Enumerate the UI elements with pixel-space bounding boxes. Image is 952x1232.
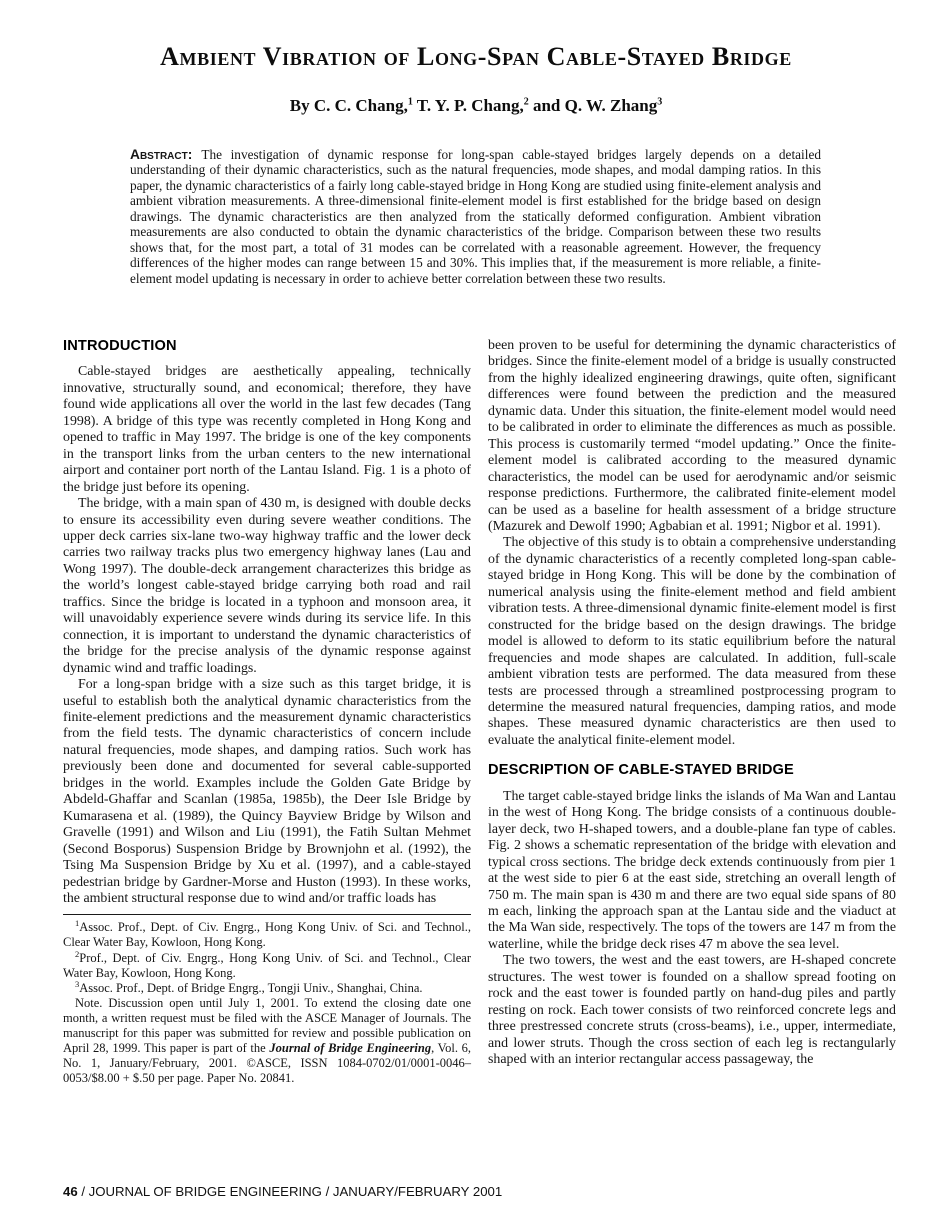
footnote-2 <box>63 948 471 981</box>
author-3: and Q. W. Zhang <box>528 96 658 115</box>
footnote-1 <box>63 920 471 950</box>
footnote-3 <box>63 978 471 996</box>
description-paragraph-2: The two towers, the west and the east towers, are H-shaped concrete structures. The west tower is founded on a shallow spread footing on rock and the east tower is founded partly on hand-dug piles and partly resting on rock. Each tower consists of two reinforced concrete legs and three prestressed concrete struts (cross-beams), i.e., upper, intermediate, and lower struts. Though the cross section of each leg is rectangularly shaped with an interior rectangular access passageway, the <box>488 953 896 1068</box>
authors-line <box>0 96 952 116</box>
byline-prefix: By <box>289 96 314 115</box>
left-column <box>63 338 471 1086</box>
author-1-footnote-marker: 1 <box>407 96 413 108</box>
intro-paragraph-3: For a long-span bridge with a size such as this target bridge, it is useful to establish both the analytical dynamic characteristics from the finite-element predictions and the measurement dynamic characteristics from the field tests. The dynamic characteristics of concern include natural frequencies, mode shapes, and damping ratios. Such work has previously been done and documented for several cable-supported bridges in the world. Examples include the Golden Gate Bridge by Abdeld-Ghaffar and Scanlan (1985a, 1985b), the Deer Isle Bridge by Kumarasena et al. (1989), the Quincy Bayview Bridge by Wilson and Gravelle (1991) and Wilson and Liu (1991), the Fatih Sultan Mehmet (Second Bosporus) Suspension Bridge by Brownjohn et al. (1992), the Tsing Ma Suspension Bridge by Xu et al. (1997), and a cable-stayed pedestrian bridge by Gardner-Morse and Huston (1993). In these works, the ambient structural response due to wind and/or traffic loads has <box>63 677 471 906</box>
footnote-3-marker: 3 <box>75 978 80 989</box>
footnote-note <box>63 996 471 1086</box>
journal-title-reference: Journal of Bridge Engineering <box>269 1040 432 1055</box>
description-paragraph-1: The target cable-stayed bridge links the islands of Ma Wan and Lantau in the west of Hong Kong. The bridge consists of a continuous double-layer deck, two H-shaped towers, and a double-plane fan type of cables. Fig. 2 shows a schematic representation of the bridge with elevation and typical cross sections. The bridge deck extends continuously from pier 1 at the west side to pier 6 at the east side, stretching an overall length of 750 m. The main span is 430 m and there are two equal side spans of 80 m each, linking the approach span at the Lantau side and the viaduct at the Ma Wan side, respectively. The tops of the towers are 147 m from the waterline, while the bridge deck rises 47 m above the sea level. <box>488 788 896 952</box>
abstract-label: Abstract: <box>130 147 193 162</box>
footnote-note-text-2: , Vol. 6, No. 1, January/February, 2001. ©ASCE, ISSN 1084-0702/01/0001-0046–0053/$8.00 + $.50 per page. Paper No. 20841. <box>63 1040 471 1085</box>
intro-paragraph-1: Cable-stayed bridges are aesthetically appealing, technically innovative, structurally sound, and economical; therefore, they have found wide applications all over the world in the last few decades (Tang 1998). A bridge of this type was recently completed in Hong Kong and opened to traffic in May 1997. The bridge is one of the key components in the transport links from the urban centers to the new international airport and container port north of the Lantau Island. Fig. 1 is a photo of the bridge just before its opening. <box>63 364 471 495</box>
intro-paragraph-2: The bridge, with a main span of 430 m, is designed with double decks to ensure its accessibility even during severe weather conditions. The upper deck carries six-lane two-way highway traffic and the lower deck carries two railway tracks plus two emergency highway lanes (Lau and Wong 1997). The double-deck arrangement characterizes this bridge as the world’s longest cable-stayed bridge carrying both road and rail traffics. Since the bridge is located in a typhoon and monsoon area, it will unavoidably experience severe winds during its service life. In this connection, it is important to understand the dynamic characteristics of the bridge for the precise analysis of the dynamic response against dynamic wind and traffic loadings. <box>63 496 471 676</box>
footnote-2-text: Prof., Dept. of Civ. Engrg., Hong Kong Univ. of Sci. and Technol., Clear Water Bay, Kowloon, Hong Kong. <box>63 950 471 980</box>
right-column <box>488 338 896 1068</box>
footnote-1-marker: 1 <box>75 918 80 929</box>
introduction-heading: INTRODUCTION <box>63 338 177 354</box>
abstract <box>130 147 821 286</box>
footnote-1-text: Assoc. Prof., Dept. of Civ. Engrg., Hong Kong Univ. of Sci. and Technol., Clear Water Bay, Kowloon, Hong Kong. <box>63 920 471 950</box>
description-heading: DESCRIPTION OF CABLE-STAYED BRIDGE <box>488 762 794 779</box>
footnote-note-text-1: Note. Discussion open until July 1, 2001. To extend the closing date one month, a written request must be filed with the ASCE Manager of Journals. The manuscript for this paper was submitted for review and possible publication on April 28, 1999. This paper is part of the <box>63 995 471 1055</box>
page-number: 46 <box>63 1184 78 1199</box>
footer-journal-text: / JOURNAL OF BRIDGE ENGINEERING / JANUARY/FEBRUARY 2001 <box>77 1184 503 1199</box>
author-1: C. C. Chang, <box>313 96 408 115</box>
author-2-footnote-marker: 2 <box>523 96 529 108</box>
intro-paragraph-4: The objective of this study is to obtain a comprehensive understanding of the dynamic characteristics of a recently completed long-span cable-stayed bridge in Hong Kong. This will be done by the combination of numerical analysis using the finite-element method and field ambient vibration tests. A three-dimensional dynamic finite-element model is first constructed for the bridge based on the design drawings. The bridge model is allowed to deform to its static equilibrium before the natural frequencies and mode shapes are calculated. In addition, full-scale ambient vibration tests are performed. The data measured from these tests are processed through a streamlined postprocessing program to determine the measured natural frequencies, damping ratios, and mode shapes. These measured dynamic characteristics are then used to evaluate the analytical finite-element model. <box>488 535 896 748</box>
page-footer <box>63 1184 502 1199</box>
author-3-footnote-marker: 3 <box>657 96 663 108</box>
footnote-2-marker: 2 <box>75 948 80 959</box>
intro-paragraph-3-continued: been proven to be useful for determining the dynamic characteristics of bridges. Since the finite-element model of a bridge is usually constructed from the highly idealized engineering drawings, quite often, significant differences were found between the prediction and the measured dynamic data. Under this situation, the finite-element model would need to be calibrated in order to eliminate the differences as much as possible. This process is customarily termed “model updating.” Once the finite-element model is calibrated according to the measured dynamic characteristics, the model can be used for aerodynamic and/or seismic response predictions. Furthermore, the calibrated finite-element model can be used as a baseline for health assessment of a bridge structure (Mazurek and Dewolf 1990; Agbabian et al. 1991; Nigbor et al. 1991). <box>488 338 896 534</box>
paper-title: Ambient Vibration of Long-Span Cable-Stayed Bridge <box>160 42 792 71</box>
author-2: T. Y. P. Chang, <box>412 96 524 115</box>
abstract-text: The investigation of dynamic response for long-span cable-stayed bridges largely depends on a detailed understanding of their dynamic characteristics, such as the natural frequencies, mode shapes, and modal damping ratios. In this paper, the dynamic characteristics of a fairly long cable-stayed bridge in Hong Kong are studied using finite-element analysis and ambient vibration measurements. A three-dimensional finite-element model is first established for the bridge based on design drawings. The dynamic characteristics are then analyzed from the statically deformed configuration. Ambient vibration measurements are also conducted to obtain the dynamic characteristics of the bridge. Comparison between these two results shows that, for the most part, a total of 31 modes can be correlated with a reasonable agreement. However, the frequency differences of the higher modes can range between 15 and 30%. This implies that, if the measurement is more reliable, a finite-element model updating is necessary in order to achieve better correlation between these two results. <box>130 147 821 286</box>
footnote-3-text: Assoc. Prof., Dept. of Bridge Engrg., Tongji Univ., Shanghai, China. <box>79 980 423 995</box>
footnotes-block <box>63 914 471 1086</box>
